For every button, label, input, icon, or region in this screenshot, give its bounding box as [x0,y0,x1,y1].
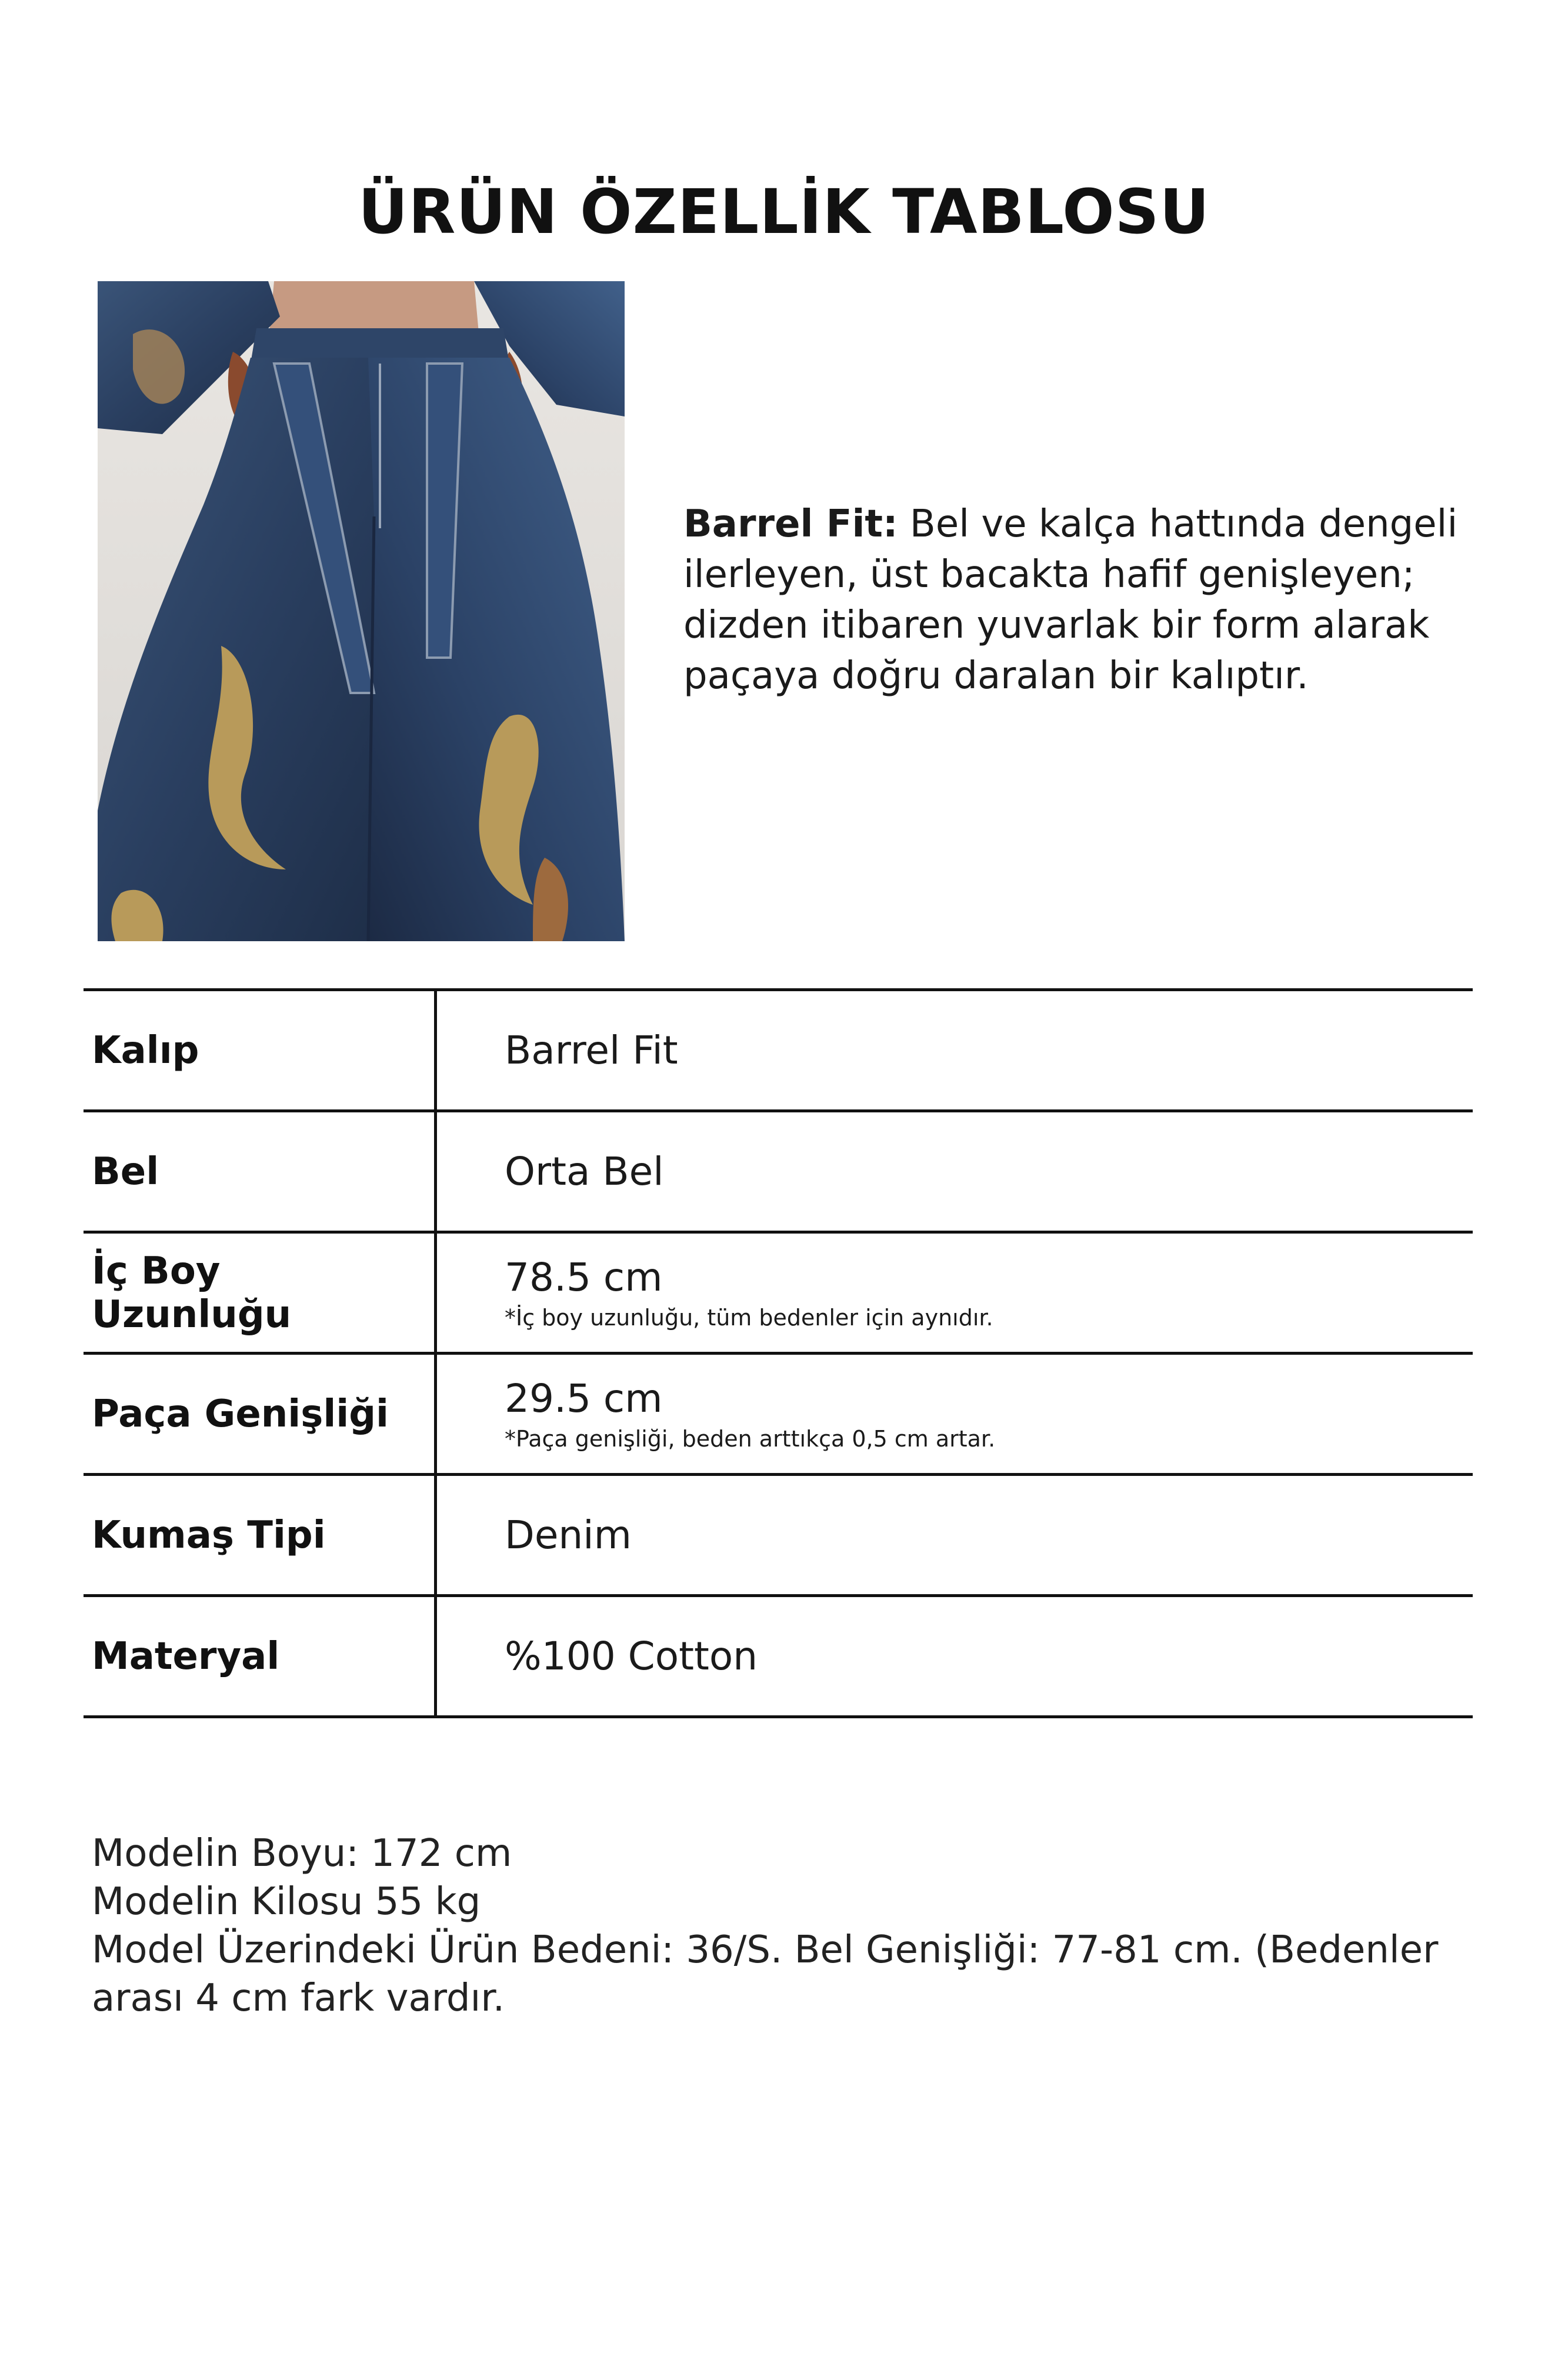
spec-value [505,1597,1457,1715]
spec-label: Bel [92,1149,159,1194]
spec-label: Paça Genişliği [92,1392,389,1436]
column-divider [434,1355,437,1473]
model-height: Modelin Boyu: 172 cm [92,1832,512,1875]
spec-value-text: Orta Bel [505,1148,664,1194]
fit-description [683,499,1507,701]
page-title: ÜRÜN ÖZELLİK TABLOSU [358,176,1210,248]
spec-label: Kumaş Tipi [92,1513,326,1557]
column-divider [434,1597,437,1715]
spec-value-text: 29.5 cm [505,1375,663,1421]
spec-value [505,991,1457,1109]
spec-table [84,988,1473,1718]
model-weight: Modelin Kilosu 55 kg [92,1880,481,1924]
spec-label: Kalıp [92,1028,199,1072]
model-size: Model Üzerindeki Ürün Bedeni: 36/S. Bel Genişliği: 77-81 cm. (Bedenler arası 4 cm fark vardır. [92,1928,1439,2020]
spec-value [505,1476,1457,1594]
spec-value [505,1355,1457,1473]
spec-value [505,1112,1457,1231]
spec-row-kalip [84,988,1473,1109]
model-info [92,1829,1480,2022]
spec-value-text: 78.5 cm [505,1254,663,1300]
spec-value-text: Denim [505,1512,632,1558]
spec-note: *İç boy uzunluğu, tüm bedenler için aynıdır. [505,1304,993,1331]
fit-text: Bel ve kalça hattında dengeli ilerleyen, üst bacakta hafif genişleyen; dizden itibaren yuvarlak bir form alarak paçaya doğru daralan bir kalıptır. [683,502,1458,698]
column-divider [434,1476,437,1594]
spec-note: *Paça genişliği, beden arttıkça 0,5 cm artar. [505,1425,996,1452]
spec-value [505,1234,1457,1352]
fit-term: Barrel Fit: [683,502,898,546]
column-divider [434,1112,437,1231]
column-divider [434,1234,437,1352]
spec-row-ic-boy [84,1231,1473,1352]
spec-value-text: Barrel Fit [505,1027,678,1073]
product-photo [98,281,625,941]
column-divider [434,991,437,1109]
spec-row-kumas [84,1473,1473,1594]
spec-row-materyal [84,1594,1473,1718]
spec-row-paca [84,1352,1473,1473]
spec-value-text: %100 Cotton [505,1633,758,1679]
spec-label: İç Boy Uzunluğu [92,1249,292,1337]
spec-label: Materyal [92,1634,280,1678]
spec-row-bel [84,1109,1473,1231]
